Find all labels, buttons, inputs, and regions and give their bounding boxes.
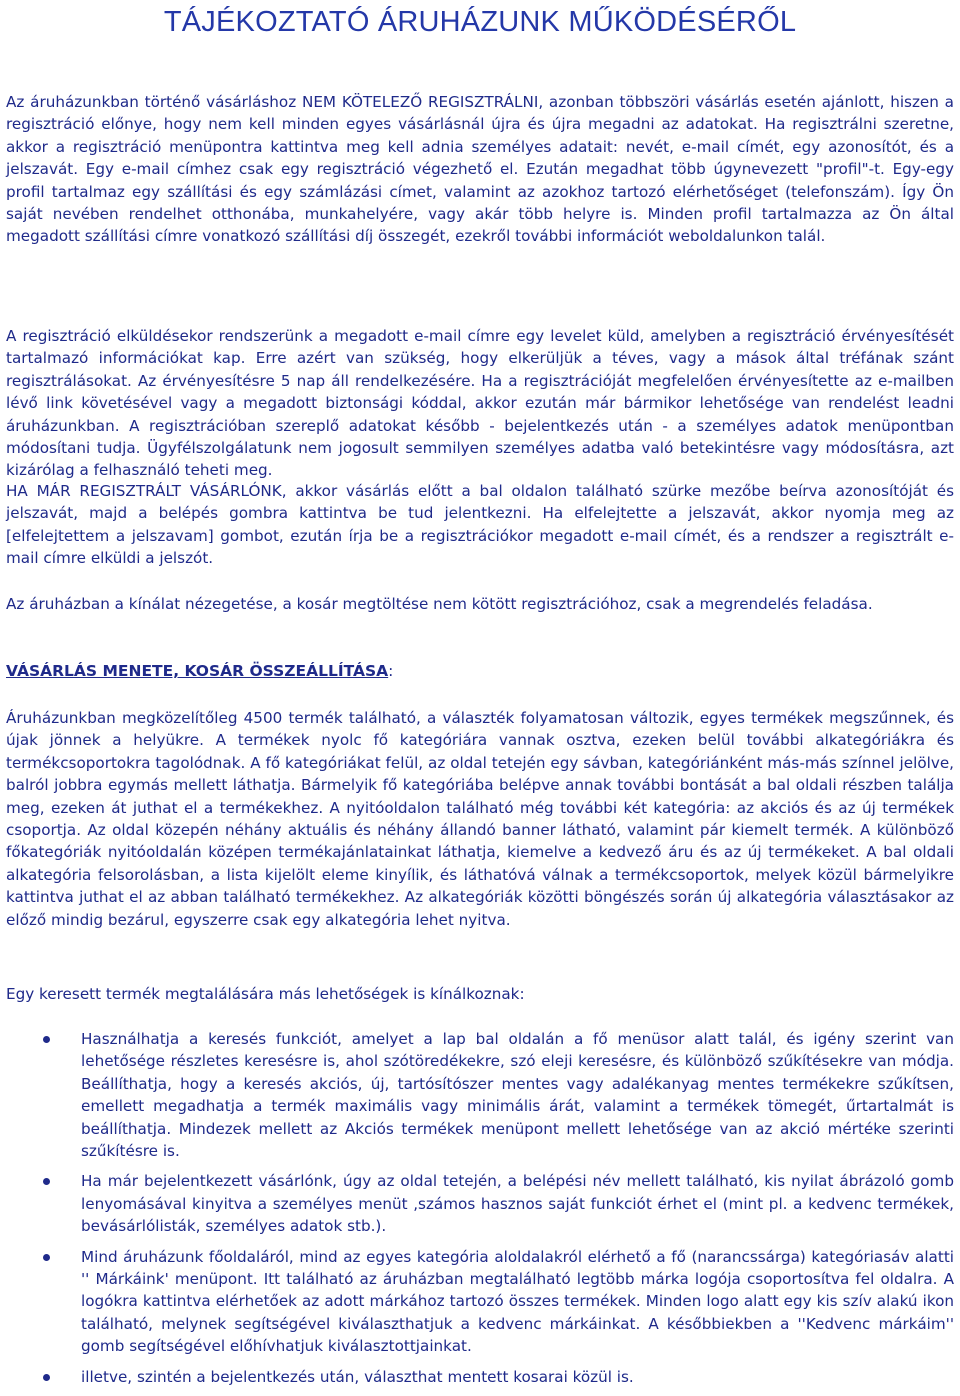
section-heading-suffix: : xyxy=(388,662,394,680)
list-item-text: Ha már bejelentkezett vásárlónk, úgy az oldal tetején, a belépési név mellett található, kis nyilat ábrázoló gomb lenyomásával kinyitva a személyes menüt ,számos hasznos saját funkciót érhet el (mint pl. a kedvenc termékek, bevásárlólisták, személyes adatok stb.). xyxy=(81,1172,954,1236)
bullet-icon xyxy=(43,1254,50,1261)
paragraph-registration-intro: Az áruházunkban történő vásárláshoz NEM KÖTELEZŐ REGISZTRÁLNI, azonban többszöri vásárlás esetén ajánlott, hiszen a regisztráció előnye, hogy nem kell minden egyes vásárlásnál újra és újra megadni az adatokat. Ha regisztrálni szeretne, akkor a regisztráció menüpontra kattintva meg kell adnia személyes adatait: nevét, e-mail címét, egy azonosítót, és a jelszavát. Egy e-mail címhez csak egy regisztráció végezhető el. Ezután megadhat több úgynevezett "profil"-t. Egy-egy profil tartalmaz egy szállítási és egy számlázási címet, valamint az azokhoz tartozó elérhetőséget (telefonszám). Így Ön saját nevében rendelhet otthonába, munkahelyére, vagy akár több helyre is. Minden profil tartalmazza az Ön által megadott szállítási címre vonatkozó szállítási díj összegét, ezekről további információt weboldalunkon talál. xyxy=(6,93,954,246)
list-item xyxy=(0,1246,960,1358)
bullet-icon xyxy=(43,1178,50,1185)
list-item-text: illetve, szintén a bejelentkezés után, választhat mentett kosarai közül is. xyxy=(81,1367,634,1386)
list-item xyxy=(0,1028,960,1162)
paragraph-search-options-intro: Egy keresett termék megtalálására más lehetőségek is kínálkoznak: xyxy=(6,985,525,1003)
paragraph-registration-email: A regisztráció elküldésekor rendszerünk a megadott e-mail címre egy levelet küld, amelyben a regisztráció érvényesítését tartalmazó információkat kap. Erre azért van szükség, hogy elkerüljük a téves, vagy a mások által tréfának szánt regisztrálásokat. Az érvényesítésre 5 nap áll rendelkezésére. Ha a regisztrációját megfelelően érvényesítette az e-mailben lévő link követésével vagy a megadott biztonsági kóddal, akkor ezután már bármikor lehetősége van rendelést leadni áruházunkban. A regisztrációban szereplő adatokat később - bejelentkezés után - a személyes adatok menüpontban módosítani tudja. Ügyfélszolgálatunk nem jogosult semmilyen személyes adatba való betekintésre vagy módosításra, azt kizárólag a felhasználó teheti meg. xyxy=(6,327,954,480)
section-heading xyxy=(6,660,393,682)
list-item-text: Használhatja a keresés funkciót, amelyet a lap bal oldalán a fő menüsor alatt talál, és igény szerint van lehetősége részletes keresésre is, ahol szótöredékekre, szó eleji keresésre, és különböző szűkítésekre van módja. Beállíthatja, hogy a keresés akciós, új, tartósítószer mentes vagy adalékanyag mentes termékekre szűkítsen, emellett megadhatja a termék maximális vagy minimális árát, valamint a termékek tömegét, űrtartalmát is beállíthatja. Mindezek mellett az Akciós termékek menüpont mellett lehetősége van az akció mértéke szerinti szűkítésre is. xyxy=(81,1030,954,1161)
list-item xyxy=(0,1170,960,1237)
bullet-icon xyxy=(43,1374,50,1381)
paragraph-browsing: Az áruházban a kínálat nézegetése, a kosár megtöltése nem kötött regisztrációhoz, csak a megrendelés feladása. xyxy=(6,595,873,613)
search-options-list xyxy=(0,1028,960,1396)
bullet-icon xyxy=(43,1036,50,1043)
paragraph-login: HA MÁR REGISZTRÁLT VÁSÁRLÓNK, akkor vásárlás előtt a bal oldalon található szürke mezőbe beírva azonosítóját és jelszavát, majd a belépés gombra kattintva be tud jelentkezni. Ha elfelejtette a jelszavát, akkor nyomja meg az [elfelejtettem a jelszavam] gombot, ezután írja be a regisztrációkor megadott e-mail címét, és a rendszer a regisztrált e-mail címre elküldi a jelszót. xyxy=(6,482,954,568)
list-item xyxy=(0,1366,960,1388)
paragraph-shopping-process: Áruházunkban megközelítőleg 4500 termék található, a választék folyamatosan változik, egyes termékek megszűnnek, és újak jönnek a helyükre. A termékek nyolc fő kategóriára vannak osztva, ezeken belül további alkategóriákra és termékcsoportokra tagolódnak. A fő kategóriákat felül, az oldal tetején egy sávban, kategóriánként más-más színnel jelölve, balról jobbra egymás mellett láthatja. Bármelyik fő kategóriába belépve annak további bontását a bal oldali részben találja meg, ezeken át juthat el a termékekhez. A nyitóoldalon található még további két kategória: az akciós és az új termékek csoportja. Az oldal közepén néhány aktuális és néhány állandó banner látható, valamint pár kiemelt termék. A különböző főkategóriák nyitóoldalán középen termékajánlatainkat láthatja, kiemelve a kedvező áru és az új termékeket. A bal oldali alkategória felsorolásban, a lista kijelölt eleme kinyílik, és láthatóvá válnak a termékcsoportok, melyek közül bármelyikre kattintva juthat el az abban található termékekhez. Az alkategóriák közötti böngészés során új alkategória választásakor az előző mindig bezárul, egyszerre csak egy alkategória lehet nyitva. xyxy=(6,709,954,929)
section-heading-label: VÁSÁRLÁS MENETE, KOSÁR ÖSSZEÁLLÍTÁSA xyxy=(6,662,389,680)
list-item-text: Mind áruházunk főoldaláról, mind az egyes kategória aloldalakról elérhető a fő (narancssárga) kategóriasáv alatti '' Márkáink' menüpont. Itt található az áruházban megtalálható legtöbb márka logója csoportosítva fel oldalra. A logókra kattintva elérhetőek az adott márkához tartozó összes termékek. Minden logo alatt egy kis szív alakú ikon található, melynek segítségével kiválaszthatjuk a kedvenc márkáinkat. A későbbiekben a ''Kedvenc márkáim'' gomb segítségével előhívhatjuk kiválasztottjainkat. xyxy=(81,1247,954,1356)
page-title: TÁJÉKOZTATÓ ÁRUHÁZUNK MŰKÖDÉSÉRŐL xyxy=(163,6,797,38)
